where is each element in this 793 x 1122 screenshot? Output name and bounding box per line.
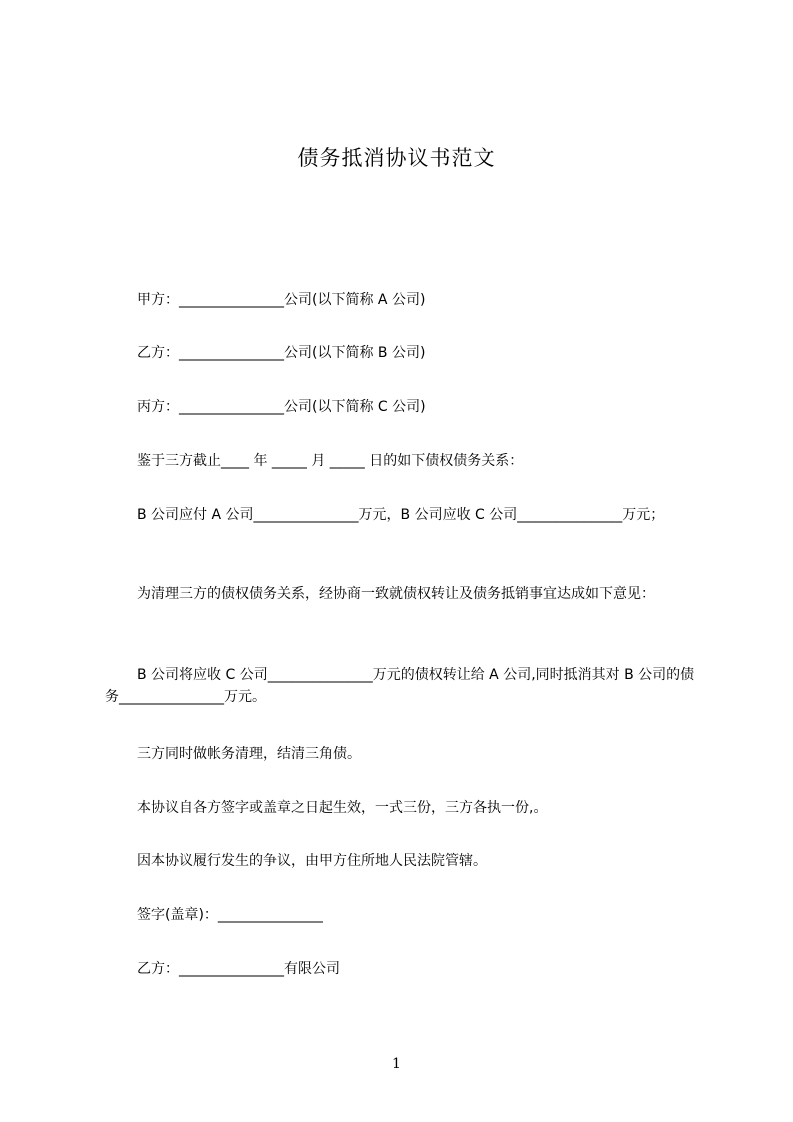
clearing-line: 三方同时做帐务清理，结清三角债。 <box>137 746 361 762</box>
party-a-line: 甲方：_______________公司(以下简称 A 公司) <box>137 292 426 308</box>
debts-paragraph: B 公司应付 A 公司_______________万元，B 公司应收 C 公司_______________万元； <box>137 507 665 523</box>
party-c-line: 丙方：_______________公司(以下简称 C 公司) <box>137 399 426 415</box>
dispute-line: 因本协议履行发生的争议，由甲方住所地人民法院管辖。 <box>137 853 487 869</box>
transfer-paragraph: B 公司将应收 C 公司_______________万元的债权转让给 A 公司,同时抵消其对 B 公司的债务_______________万元。 <box>105 667 695 705</box>
signature-line: 签字(盖章)：_______________ <box>137 907 323 923</box>
purpose-paragraph: 为清理三方的债权债务关系，经协商一致就债权转让及债务抵销事宜达成如下意见： <box>137 586 655 602</box>
document-title: 债务抵消协议书范文 <box>297 146 496 170</box>
as-of-date-line: 鉴于三方截止____ 年 _____ 月 _____ 日的如下债权债务关系： <box>137 453 524 469</box>
party-b-line: 乙方：_______________公司(以下简称 B 公司) <box>137 345 426 361</box>
page-number: 1 <box>392 1056 401 1072</box>
effect-line: 本协议自各方签字或盖章之日起生效，一式三份，三方各执一份,。 <box>137 800 548 816</box>
party-b-company-line: 乙方：_______________有限公司 <box>137 961 340 977</box>
